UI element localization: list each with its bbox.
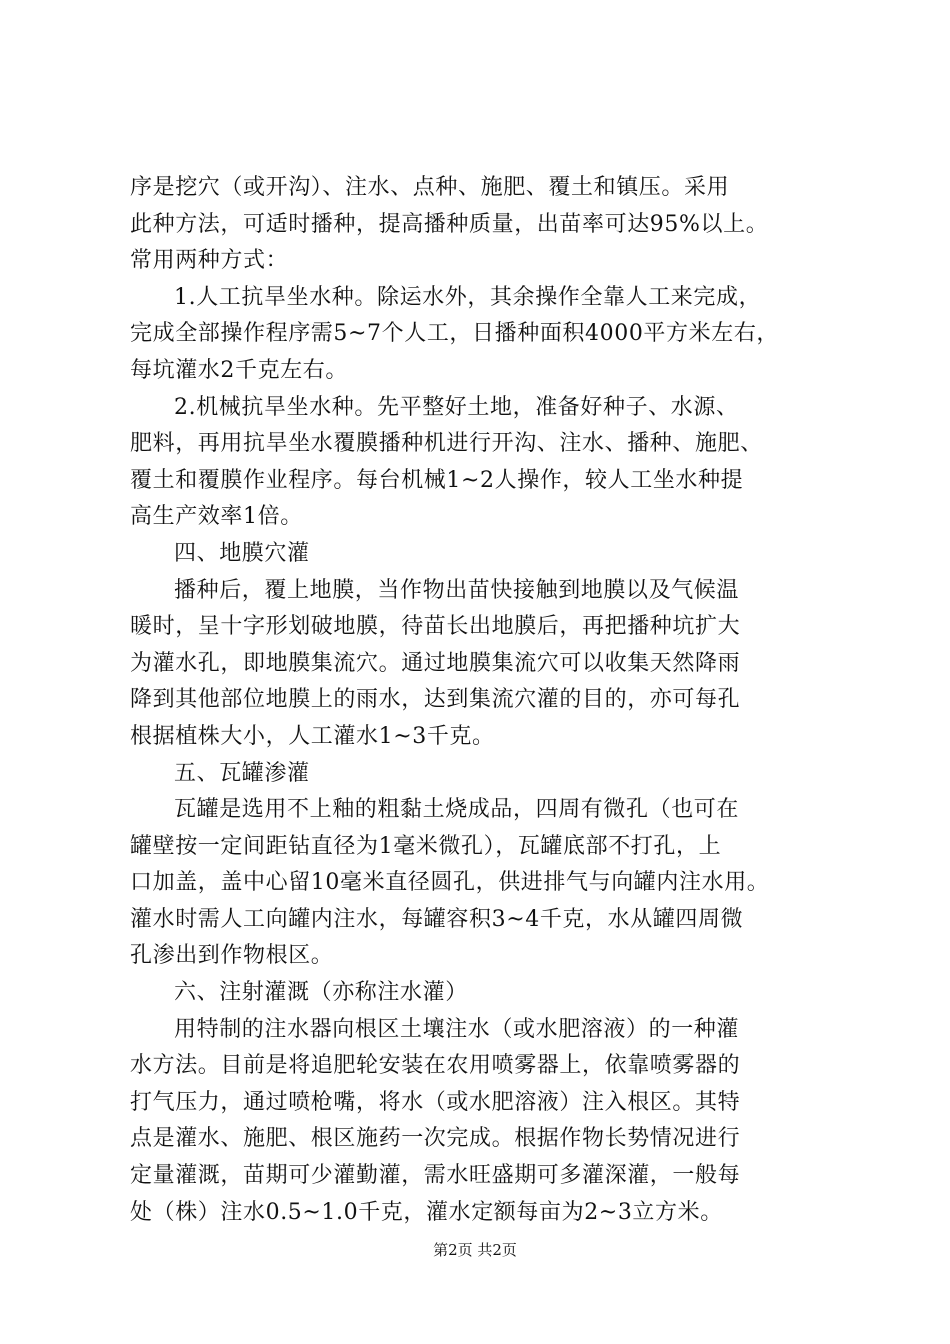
text-line: 灌水时需人工向罐内注水，每罐容积3~4千克，水从罐四周微 xyxy=(130,906,744,932)
text-line: 完成全部操作程序需5~7个人工，日播种面积4000平方米左右， xyxy=(130,321,780,347)
text-line: 定量灌溉，苗期可少灌勤灌，需水旺盛期可多灌深灌，一般每 xyxy=(130,1163,741,1189)
text-line: 用特制的注水器向根区土壤注水（或水肥溶液）的一种灌 xyxy=(174,1016,740,1042)
text-line: 常用两种方式： xyxy=(130,248,289,274)
text-line: 高生产效率1倍。 xyxy=(130,504,303,530)
text-line: 瓦罐是选用不上釉的粗黏土烧成品，四周有微孔（也可在 xyxy=(174,797,740,823)
text-line: 每坑灌水2千克左右。 xyxy=(130,357,348,383)
text-line: 打气压力，通过喷枪嘴，将水（或水肥溶液）注入根区。其特 xyxy=(130,1089,741,1115)
text-line: 口加盖，盖中心留10毫米直径圆孔，供进排气与向罐内注水用。 xyxy=(130,870,770,896)
text-line: 播种后，覆上地膜，当作物出苗快接触到地膜以及气候温 xyxy=(174,577,740,603)
text-line: 处（株）注水0.5~1.0千克，灌水定额每亩为2~3立方米。 xyxy=(130,1199,723,1225)
text-line: 1.人工抗旱坐水种。除运水外，其余操作全靠人工来完成， xyxy=(174,284,762,310)
text-line: 为灌水孔，即地膜集流穴。通过地膜集流穴可以收集天然降雨 xyxy=(130,650,741,676)
text-line: 五、瓦罐渗灌 xyxy=(174,760,310,786)
text-line: 肥料，再用抗旱坐水覆膜播种机进行开沟、注水、播种、施肥、 xyxy=(130,431,763,457)
text-line: 四、地膜穴灌 xyxy=(174,540,310,566)
text-line: 暖时，呈十字形划破地膜，待苗长出地膜后，再把播种坑扩大 xyxy=(130,614,741,640)
text-line: 六、注射灌溉（亦称注水灌） xyxy=(174,980,468,1006)
text-line: 罐壁按一定间距钻直径为1毫米微孔），瓦罐底部不打孔，上 xyxy=(130,833,722,859)
text-line: 孔渗出到作物根区。 xyxy=(130,943,334,969)
body-text xyxy=(130,170,830,1231)
page-footer: 第2页 共2页 xyxy=(433,1241,517,1259)
text-line: 点是灌水、施肥、根区施药一次完成。根据作物长势情况进行 xyxy=(130,1126,741,1152)
text-line: 2.机械抗旱坐水种。先平整好土地，准备好种子、水源、 xyxy=(174,394,739,420)
text-line: 水方法。目前是将追肥轮安装在农用喷雾器上，依靠喷雾器的 xyxy=(130,1053,741,1079)
text-line: 序是挖穴（或开沟）、注水、点种、施肥、覆土和镇压。采用 xyxy=(130,175,730,200)
text-line: 降到其他部位地膜上的雨水，达到集流穴灌的目的，亦可每孔 xyxy=(130,687,741,713)
text-line: 根据植株大小，人工灌水1~3千克。 xyxy=(130,723,495,749)
text-line: 覆土和覆膜作业程序。每台机械1~2人操作，较人工坐水种提 xyxy=(130,467,744,493)
text-line: 此种方法，可适时播种，提高播种质量，出苗率可达95%以上。 xyxy=(130,211,769,237)
